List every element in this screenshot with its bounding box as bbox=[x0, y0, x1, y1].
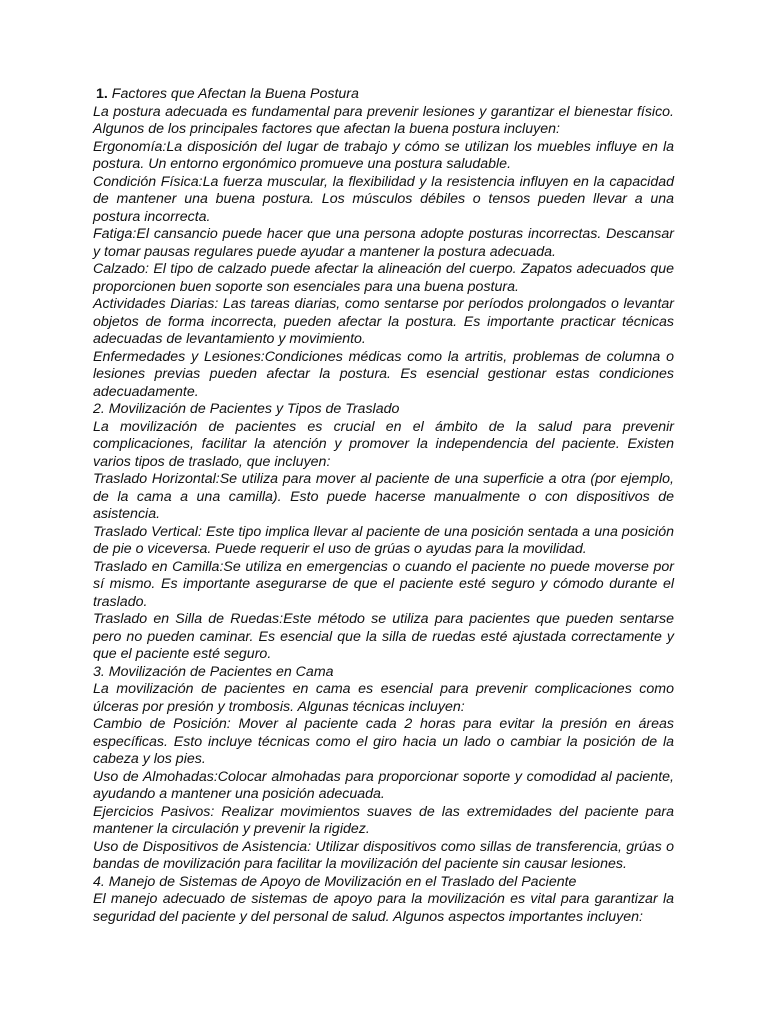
section-1-calzado: Calzado: El tipo de calzado puede afectar la alineación del cuerpo. Zapatos adecuados que proporcionen buen soporte son esenciales para una buena postura. bbox=[93, 261, 674, 295]
section-4-heading: 4. Manejo de Sistemas de Apoyo de Movilización en el Traslado del Paciente bbox=[93, 873, 577, 890]
section-2-traslado-vertical: Traslado Vertical: Este tipo implica llevar al paciente de una posición sentada a una posición de pie o viceversa. Puede requerir el uso de grúas o ayudas para la movilidad. bbox=[93, 523, 674, 557]
section-1-enfermedades: Enfermedades y Lesiones:Condiciones médicas como la artritis, problemas de columna o lesiones previas pueden afectar la postura. Es esencial gestionar estas condiciones adecuadamente. bbox=[93, 348, 674, 400]
section-2-intro: La movilización de pacientes es crucial en el ámbito de la salud para prevenir complicaciones, facilitar la atención y promover la independencia del paciente. Existen varios tipos de traslado, que incluyen: bbox=[93, 418, 674, 470]
section-3-ejercicios-pasivos: Ejercicios Pasivos: Realizar movimientos suaves de las extremidades del paciente para mantener la circulación y prevenir la rigidez. bbox=[93, 803, 674, 837]
section-2-traslado-horizontal: Traslado Horizontal:Se utiliza para mover al paciente de una superficie a otra (por ejemplo, de la cama a una camilla). Esto puede hacerse manualmente o con dispositivos de asistencia. bbox=[93, 471, 674, 522]
section-1-number: 1. bbox=[96, 86, 108, 102]
section-1-heading bbox=[93, 86, 674, 104]
section-3-dispositivos-asistencia: Uso de Dispositivos de Asistencia: Utilizar dispositivos como sillas de transferencia, grúas o bandas de movilización para facilitar la movilización del paciente sin causar lesiones. bbox=[93, 838, 674, 872]
document-page bbox=[93, 86, 674, 926]
section-1-intro: La postura adecuada es fundamental para prevenir lesiones y garantizar el bienestar físico. Algunos de los principales factores que afectan la buena postura incluyen: bbox=[93, 103, 674, 137]
section-2-heading: 2. Movilización de Pacientes y Tipos de Traslado bbox=[93, 401, 400, 417]
section-1-actividades-diarias: Actividades Diarias: Las tareas diarias, como sentarse por períodos prolongados o levantar objetos de forma incorrecta, pueden afectar la postura. Es importante practicar técnicas adecuadas de levantamiento y movimiento. bbox=[93, 296, 674, 347]
section-1-title: Factores que Afectan la Buena Postura bbox=[111, 86, 359, 102]
section-1-condicion-fisica: Condición Física:La fuerza muscular, la flexibilidad y la resistencia influyen en la capacidad de mantener una buena postura. Los músculos débiles o tensos pueden llevar a una postura incorrecta. bbox=[93, 173, 674, 225]
section-2-traslado-camilla: Traslado en Camilla:Se utiliza en emergencias o cuando el paciente no puede moverse por sí mismo. Es importante asegurarse de que el paciente esté seguro y cómodo durante el traslado. bbox=[93, 558, 674, 610]
section-4-intro: El manejo adecuado de sistemas de apoyo para la movilización es vital para garantizar la seguridad del paciente y del personal de salud. Algunos aspectos importantes incluyen: bbox=[93, 891, 674, 925]
section-1-fatiga: Fatiga:El cansancio puede hacer que una persona adopte posturas incorrectas. Descansar y tomar pausas regulares puede ayudar a mantener la postura adecuada. bbox=[93, 226, 674, 260]
section-1-ergonomia: Ergonomía:La disposición del lugar de trabajo y cómo se utilizan los muebles influye en la postura. Un entorno ergonómico promueve una postura saludable. bbox=[93, 138, 674, 172]
section-3-heading: 3. Movilización de Pacientes en Cama bbox=[93, 663, 334, 680]
section-3-almohadas: Uso de Almohadas:Colocar almohadas para proporcionar soporte y comodidad al paciente, ayudando a mantener una posición adecuada. bbox=[93, 768, 674, 802]
section-3-intro: La movilización de pacientes en cama es esencial para prevenir complicaciones como úlceras por presión y trombosis. Algunas técnicas incluyen: bbox=[93, 681, 674, 715]
section-2-traslado-silla-ruedas: Traslado en Silla de Ruedas:Este método se utiliza para pacientes que pueden sentarse pero no pueden caminar. Es esencial que la silla de ruedas esté ajustada correctamente y que el paciente esté seguro. bbox=[93, 611, 674, 662]
section-3-cambio-posicion: Cambio de Posición: Mover al paciente cada 2 horas para evitar la presión en áreas específicas. Esto incluye técnicas como el giro hacia un lado o cambiar la posición de la cabeza y los pies. bbox=[93, 716, 674, 767]
